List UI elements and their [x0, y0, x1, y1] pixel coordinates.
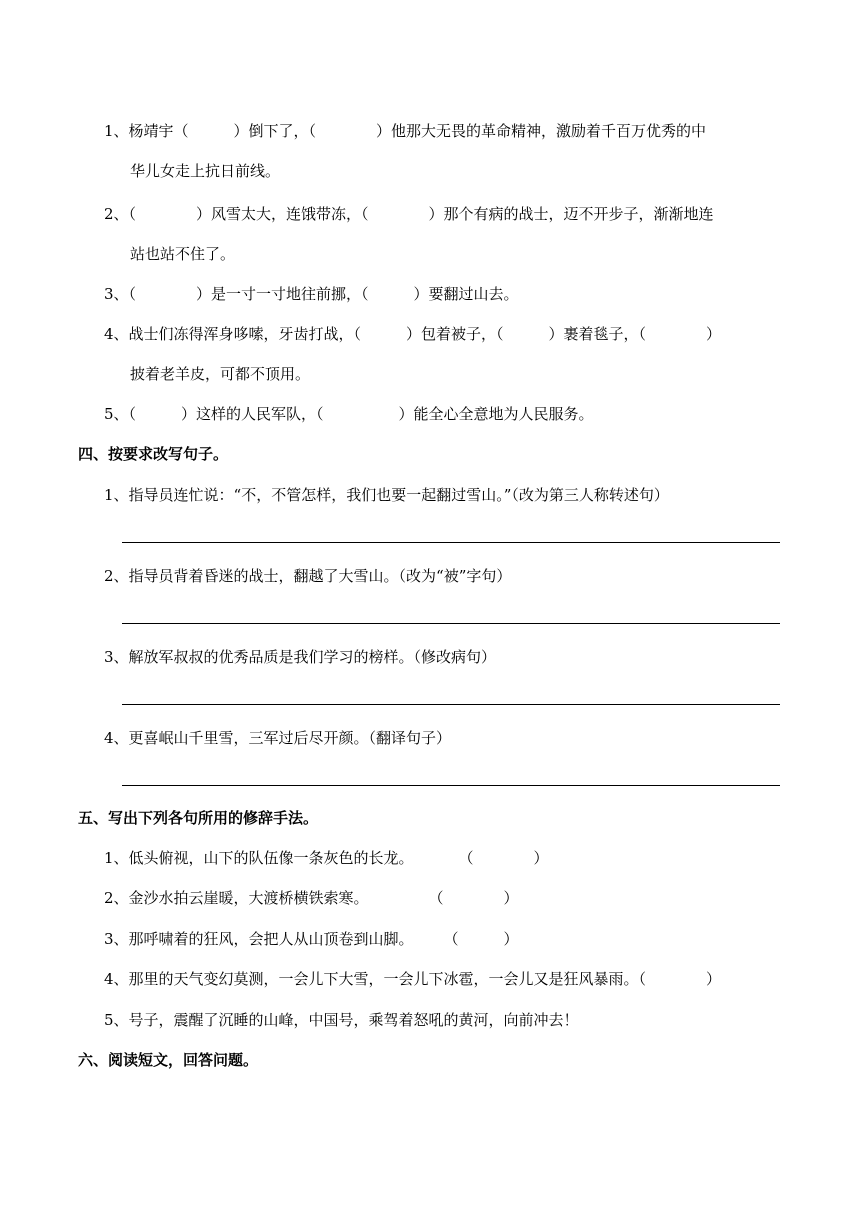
section5-heading: 五、写出下列各句所用的修辞手法。 [78, 809, 319, 827]
section4-item-1: 1、指导员连忙说：“不，不管怎样，我们也要一起翻过雪山。”（改为第三人称转述句） [104, 486, 669, 504]
section5-item-5: 5、号子，震醒了沉睡的山峰，中国号，乘驾着怒吼的黄河，向前冲去！ [104, 1011, 579, 1029]
item-line: 披着老羊皮，可都不顶用。 [130, 365, 311, 383]
item-line: 站也站不住了。 [130, 245, 236, 263]
section5-item-1: 1、低头俯视，山下的队伍像一条灰色的长龙。 （ ） [104, 849, 549, 867]
answer-line[interactable] [122, 704, 780, 705]
item-line: 5、（ ）这样的人民军队，（ ）能全心全意地为人民服务。 [104, 405, 594, 423]
answer-line[interactable] [122, 623, 780, 624]
section4-item-4: 4、更喜岷山千里雪，三军过后尽开颜。（翻译句子） [104, 729, 452, 747]
item-line: 华儿女走上抗日前线。 [130, 162, 281, 180]
section5-item-2: 2、金沙水拍云崖暖，大渡桥横铁索寒。 （ ） [104, 889, 519, 907]
section6-heading: 六、阅读短文，回答问题。 [78, 1051, 259, 1069]
item-line: 2、（ ）风雪太大，连饿带冻，（ ）那个有病的战士，迈不开步子，渐渐地连 [104, 205, 714, 223]
section4-item-3: 3、解放军叔叔的优秀品质是我们学习的榜样。（修改病句） [104, 648, 497, 666]
answer-line[interactable] [122, 542, 780, 543]
section5-item-4: 4、那里的天气变幻莫测，一会儿下大雪，一会儿下冰雹，一会儿又是狂风暴雨。（ ） [104, 970, 722, 988]
answer-line[interactable] [122, 785, 780, 786]
item-line: 1、杨靖宇（ ）倒下了，（ ）他那大无畏的革命精神，激励着千百万优秀的中 [104, 122, 707, 140]
item-line: 4、战士们冻得浑身哆嗦，牙齿打战，（ ）包着被子，（ ）裹着毯子，（ ） [104, 325, 722, 343]
section4-heading: 四、按要求改写句子。 [78, 445, 229, 463]
section5-item-3: 3、那呼啸着的狂风，会把人从山顶卷到山脚。 （ ） [104, 930, 519, 948]
section4-item-2: 2、指导员背着昏迷的战士，翻越了大雪山。（改为“被”字句） [104, 567, 512, 585]
item-line: 3、（ ）是一寸一寸地往前挪，（ ）要翻过山去。 [104, 285, 519, 303]
